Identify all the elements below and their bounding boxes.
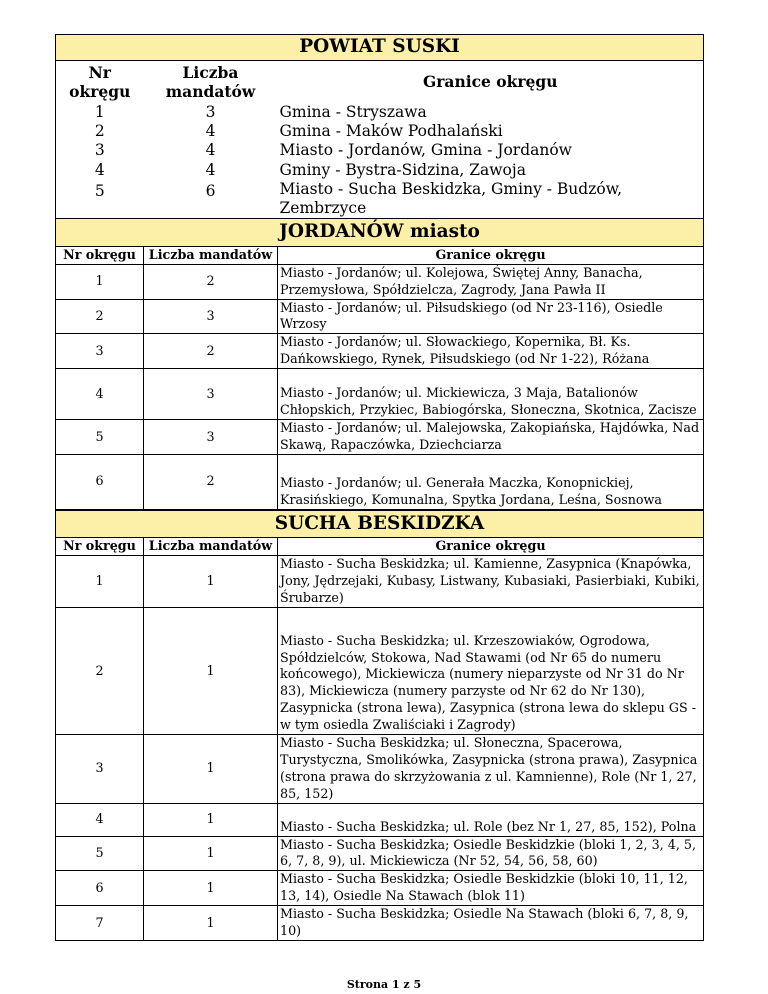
district-boundaries: Miasto - Jordanów; ul. Kolejowa, Świętej Anny, Banacha, Przemysłowa, Spółdzielcza, Zagrody, Jana Pawła II	[278, 264, 704, 299]
section-title-jordanow: JORDANÓW miasto	[56, 219, 704, 247]
mandate-count: 3	[144, 299, 278, 334]
mandate-count: 3	[205, 102, 216, 121]
district-boundaries: Miasto - Jordanów, Gmina - Jordanów	[278, 141, 704, 160]
header-nr: Nr okręgu	[56, 60, 144, 103]
table-row	[56, 735, 704, 804]
district-boundaries: Miasto - Sucha Beskidzka; Osiedle Na Stawach (bloki 6, 7, 8, 9, 10)	[278, 906, 704, 941]
mandate-count: 1	[144, 836, 278, 871]
table-row	[56, 369, 704, 420]
district-boundaries: Miasto - Sucha Beskidzka; Osiedle Beskidzkie (bloki 1, 2, 3, 4, 5, 6, 7, 8, 9), ul. Mickiewicza (Nr 52, 54, 56, 58, 60)	[278, 836, 704, 871]
district-boundaries: Gmina - Stryszawa	[278, 103, 704, 122]
district-number: 1	[56, 103, 144, 122]
page-number: Strona 1 z 5	[346, 978, 422, 991]
mandate-count: 6	[205, 181, 216, 200]
district-boundaries: Miasto - Sucha Beskidzka; ul. Krzeszowiaków, Ogrodowa, Spółdzielców, Stokowa, Nad Stawami (od Nr 65 do numeru końcowego), Mickiewicza (numery nieparzyste od Nr 31 do Nr 83), Mickiewicza (numery parzyste od Nr 62 do Nr 130), Zasypnicka (strona lewa), Zasypnica (strona lewa do sklepu GS - w tym osiedla Zwaliściaki i Zagrody)	[278, 608, 704, 735]
district-number: 3	[56, 735, 144, 804]
document-page	[55, 34, 703, 941]
district-boundaries: Miasto - Sucha Beskidzka; ul. Kamienne, Zasypnica (Knapówka, Jony, Jędrzejaki, Kubasy, Listwany, Kubasiaki, Pasierbiaki, Kubiki, Śrubarze)	[278, 556, 704, 608]
mandate-count: 2	[144, 334, 278, 369]
header-granice: Granice okręgu	[278, 60, 704, 103]
district-boundaries: Gminy - Bystra-Sidzina, Zawoja	[278, 161, 704, 180]
header-liczba: Liczba mandatów	[165, 62, 256, 101]
table-row	[56, 836, 704, 871]
table-row	[56, 122, 704, 141]
district-number: 2	[56, 122, 144, 141]
header-nr: Nr okręgu	[56, 538, 144, 556]
district-number: 2	[56, 608, 144, 735]
district-number: 4	[56, 369, 144, 420]
table-row	[56, 871, 704, 906]
district-number: 4	[56, 803, 144, 836]
district-boundaries: Miasto - Sucha Beskidzka, Gminy - Budzów, Zembrzyce	[278, 180, 704, 218]
mandate-count: 4	[205, 122, 216, 141]
table-row	[56, 264, 704, 299]
mandate-count: 2	[144, 264, 278, 299]
district-number: 5	[56, 836, 144, 871]
header-liczba: Liczba mandatów	[144, 246, 278, 264]
district-boundaries: Miasto - Jordanów; ul. Mickiewicza, 3 Maja, Batalionów Chłopskich, Przykiec, Babiogórska, Słoneczna, Skotnica, Zacisze	[278, 369, 704, 420]
district-boundaries: Gmina - Maków Podhalański	[278, 122, 704, 141]
district-boundaries: Miasto - Sucha Beskidzka; Osiedle Beskidzkie (bloki 10, 11, 12, 13, 14), Osiedle Na Stawach (blok 11)	[278, 871, 704, 906]
mandate-count: 1	[144, 608, 278, 735]
section-title-powiat: POWIAT SUSKI	[56, 35, 704, 61]
district-boundaries: Miasto - Jordanów; ul. Generała Maczka, Konopnickiej, Krasińskiego, Komunalna, Spytka Jordana, Leśna, Sosnowa	[278, 454, 704, 509]
header-nr: Nr okręgu	[56, 246, 144, 264]
district-number: 6	[56, 871, 144, 906]
mandate-count: 4	[205, 160, 216, 179]
table-powiat-suski	[55, 34, 704, 218]
mandate-count: 3	[144, 420, 278, 455]
district-number: 6	[56, 454, 144, 509]
table-row	[56, 103, 704, 122]
table-row	[56, 334, 704, 369]
header-liczba: Liczba mandatów	[144, 538, 278, 556]
header-granice: Granice okręgu	[278, 246, 704, 264]
table-row	[56, 454, 704, 509]
district-number: 4	[56, 161, 144, 180]
mandate-count: 3	[144, 369, 278, 420]
mandate-count: 1	[144, 803, 278, 836]
table-row	[56, 299, 704, 334]
district-boundaries: Miasto - Sucha Beskidzka; ul. Role (bez Nr 1, 27, 85, 152), Polna	[278, 803, 704, 836]
district-boundaries: Miasto - Jordanów; ul. Słowackiego, Kopernika, Bł. Ks. Dańkowskiego, Rynek, Piłsudskiego (od Nr 1-22), Różana	[278, 334, 704, 369]
district-number: 1	[56, 556, 144, 608]
table-jordanow-miasto	[55, 218, 704, 510]
district-number: 7	[56, 906, 144, 941]
district-number: 3	[56, 141, 144, 160]
district-number: 5	[56, 420, 144, 455]
district-number: 1	[56, 264, 144, 299]
section-title-sucha: SUCHA BESKIDZKA	[56, 510, 704, 538]
table-row	[56, 906, 704, 941]
district-number: 5	[56, 180, 144, 218]
district-boundaries: Miasto - Jordanów; ul. Piłsudskiego (od Nr 23-116), Osiedle Wrzosy	[278, 299, 704, 334]
table-row	[56, 556, 704, 608]
district-number: 3	[56, 334, 144, 369]
district-boundaries: Miasto - Jordanów; ul. Malejowska, Zakopiańska, Hajdówka, Nad Skawą, Rapaczówka, Dziechciarza	[278, 420, 704, 455]
table-row	[56, 161, 704, 180]
table-row	[56, 180, 704, 218]
mandate-count: 1	[144, 556, 278, 608]
district-boundaries: Miasto - Sucha Beskidzka; ul. Słoneczna, Spacerowa, Turystyczna, Smolikówka, Zasypnicka (strona prawa), Zasypnica (strona prawa do skrzyżowania z ul. Kamnienne), Role (Nr 1, 27, 85, 152)	[278, 735, 704, 804]
table-row	[56, 803, 704, 836]
table-row	[56, 608, 704, 735]
mandate-count: 1	[144, 735, 278, 804]
district-number: 2	[56, 299, 144, 334]
mandate-count: 1	[144, 871, 278, 906]
table-row	[56, 420, 704, 455]
mandate-count: 1	[144, 906, 278, 941]
table-row	[56, 141, 704, 160]
mandate-count: 4	[205, 141, 216, 160]
table-sucha-beskidzka	[55, 510, 704, 941]
mandate-count: 2	[144, 454, 278, 509]
header-granice: Granice okręgu	[278, 538, 704, 556]
